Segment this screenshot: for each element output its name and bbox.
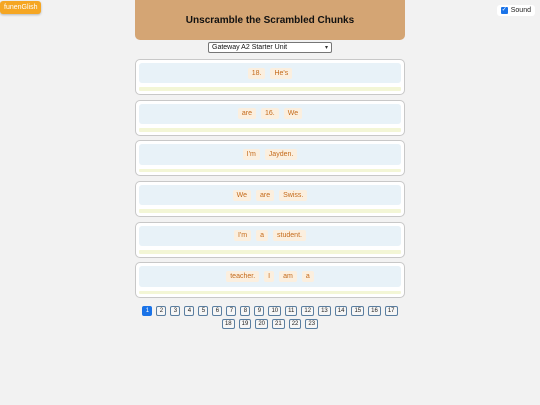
word-chunk[interactable]: 16. — [261, 108, 279, 119]
answer-drop-zone[interactable] — [139, 209, 401, 213]
word-chunk[interactable]: I'm — [234, 230, 251, 241]
page-button[interactable]: 16 — [368, 306, 381, 316]
sound-checkbox[interactable]: ✓ — [501, 7, 507, 13]
page-button[interactable]: 17 — [385, 306, 398, 316]
word-chunk[interactable]: I — [264, 271, 274, 282]
page-button[interactable]: 1 — [142, 306, 152, 316]
page-button[interactable]: 5 — [198, 306, 208, 316]
sound-label: Sound — [510, 7, 531, 14]
chevron-down-icon: ▾ — [324, 45, 328, 51]
page-header — [135, 0, 405, 40]
page-button[interactable]: 14 — [335, 306, 348, 316]
exercise-card — [135, 140, 405, 176]
chunk-area — [139, 226, 401, 246]
word-chunk[interactable]: teacher. — [226, 271, 259, 282]
page-button[interactable]: 15 — [351, 306, 364, 316]
page-button[interactable]: 19 — [239, 319, 252, 329]
unit-select-value: Gateway A2 Starter Unit — [212, 44, 288, 51]
exercise-card — [135, 181, 405, 217]
chunk-area — [139, 63, 401, 83]
page-button[interactable]: 7 — [226, 306, 236, 316]
answer-drop-zone[interactable] — [139, 87, 401, 91]
exercise-card — [135, 262, 405, 298]
page-button[interactable]: 10 — [268, 306, 281, 316]
page-button[interactable]: 4 — [184, 306, 194, 316]
exercise-card — [135, 222, 405, 258]
page-button[interactable]: 3 — [170, 306, 180, 316]
word-chunk[interactable]: a — [302, 271, 314, 282]
page-button[interactable]: 22 — [289, 319, 302, 329]
word-chunk[interactable]: 18. — [248, 68, 266, 79]
page-button[interactable]: 20 — [255, 319, 268, 329]
chunk-area — [139, 144, 401, 164]
page-button[interactable]: 6 — [212, 306, 222, 316]
pagination — [135, 306, 405, 329]
word-chunk[interactable]: are — [238, 108, 256, 119]
word-chunk[interactable]: We — [284, 108, 302, 119]
answer-drop-zone[interactable] — [139, 169, 401, 173]
word-chunk[interactable]: He's — [270, 68, 292, 79]
word-chunk[interactable]: Swiss. — [279, 190, 307, 201]
answer-drop-zone[interactable] — [139, 291, 401, 295]
unit-select[interactable] — [208, 42, 332, 53]
page-button[interactable]: 8 — [240, 306, 250, 316]
word-chunk[interactable]: are — [256, 190, 274, 201]
word-chunk[interactable]: am — [279, 271, 297, 282]
answer-drop-zone[interactable] — [139, 250, 401, 254]
word-chunk[interactable]: Jayden. — [265, 149, 298, 160]
chunk-area — [139, 266, 401, 286]
exercise-card — [135, 59, 405, 95]
sound-toggle[interactable] — [497, 5, 535, 16]
page-button[interactable]: 12 — [301, 306, 314, 316]
word-chunk[interactable]: a — [256, 230, 268, 241]
chunk-area — [139, 104, 401, 124]
word-chunk[interactable]: We — [233, 190, 251, 201]
page-button[interactable]: 9 — [254, 306, 264, 316]
exercise-list — [135, 59, 405, 303]
page-title: Unscramble the Scrambled Chunks — [185, 14, 355, 26]
page-button[interactable]: 13 — [318, 306, 331, 316]
word-chunk[interactable]: I'm — [243, 149, 260, 160]
page-button[interactable]: 11 — [285, 306, 297, 316]
page-button[interactable]: 23 — [305, 319, 318, 329]
chunk-area — [139, 185, 401, 205]
answer-drop-zone[interactable] — [139, 128, 401, 132]
word-chunk[interactable]: student. — [273, 230, 306, 241]
page-button[interactable]: 18 — [222, 319, 235, 329]
exercise-card — [135, 100, 405, 136]
page-button[interactable]: 21 — [272, 319, 285, 329]
page-button[interactable]: 2 — [156, 306, 166, 316]
brand-logo[interactable]: funenGlish — [0, 1, 41, 14]
